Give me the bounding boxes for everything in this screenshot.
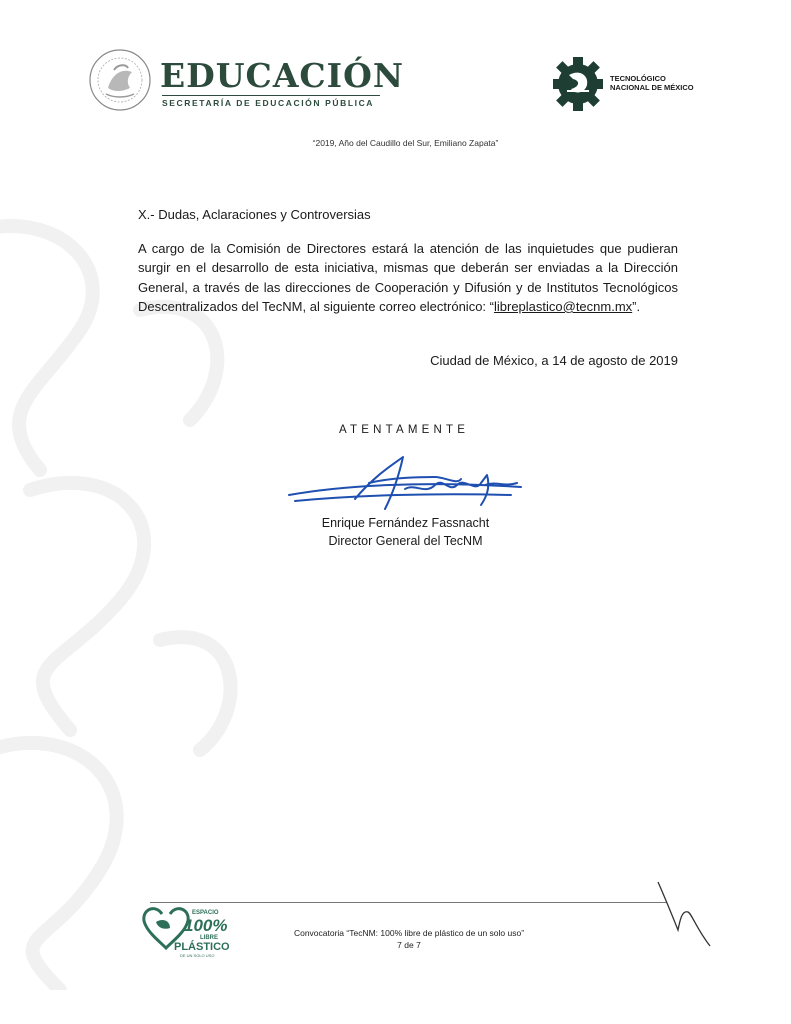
tecnm-wordmark: [610, 74, 694, 92]
svg-text:LIBRE: LIBRE: [200, 935, 218, 941]
signer-title: Director General del TecNM: [328, 534, 483, 548]
paragraph-end: ”.: [632, 298, 641, 314]
plastic-free-space-logo: [140, 904, 240, 960]
closing-salutation: ATENTAMENTE: [339, 424, 470, 436]
sep-divider: [162, 95, 380, 96]
handwritten-initial-mark: [652, 880, 712, 950]
year-motto: “2019, Año del Caudillo del Sur, Emiliano Zapata”: [312, 138, 499, 148]
footer-convocatoria: Convocatoria “TecNM: 100% libre de plástico de un solo uso”: [293, 928, 525, 938]
sep-subtitle: SECRETARÍA DE EDUCACIÓN PÚBLICA: [162, 98, 375, 108]
sep-wordmark: EDUCACIÓN: [160, 56, 405, 95]
section-title: X.- Dudas, Aclaraciones y Controversias: [138, 207, 371, 222]
contact-email-link[interactable]: libreplastico@tecnm.mx: [493, 298, 633, 314]
svg-text:ESPACIO: ESPACIO: [192, 910, 219, 916]
svg-text:PLÁSTICO: PLÁSTICO: [174, 941, 230, 953]
footer-caption: [254, 927, 564, 951]
tecnm-line-1: TECNOLÓGICO: [610, 74, 666, 83]
page-number: 7 de 7: [397, 940, 421, 950]
tecnm-gear-logo-icon: [553, 57, 603, 111]
footer-divider: [150, 902, 667, 903]
signer-block: [0, 514, 791, 550]
paragraph-text: A cargo de la Comisión de Directores estará la atención de las inquietudes que pudieran surgir en el desarrollo de esta iniciativa, mismas que deberán ser enviadas a la Dirección General, a través de las direcciones de Cooperación y Difusión y de Institutos Tecnológicos Descentralizados del TecNM, al siguiente correo electrónico: “: [138, 241, 678, 314]
body-paragraph: [138, 239, 678, 316]
document-date: Ciudad de México, a 14 de agosto de 2019: [430, 353, 678, 368]
signer-name: Enrique Fernández Fassnacht: [321, 516, 490, 530]
sep-eagle-seal-icon: [88, 48, 152, 112]
svg-text:DE UN SOLO USO: DE UN SOLO USO: [180, 953, 215, 958]
svg-text:100%: 100%: [184, 916, 228, 935]
tecnm-line-2: NACIONAL DE MÉXICO: [610, 83, 694, 92]
